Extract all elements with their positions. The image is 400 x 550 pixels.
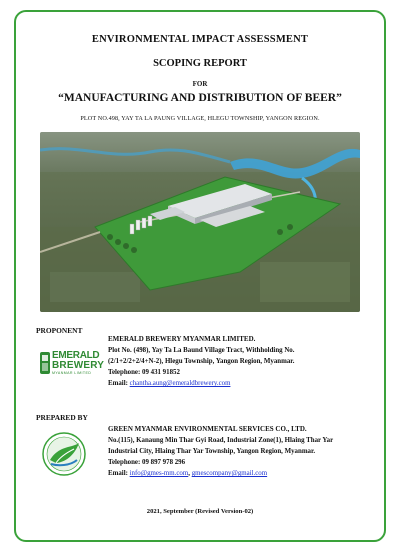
for-label: FOR xyxy=(192,80,208,88)
logo-tagline: MYANMAR LIMITED xyxy=(52,371,92,375)
consultant-email-link-2[interactable]: gmescompany@gmail.com xyxy=(191,470,268,477)
report-title: ENVIRONMENTAL IMPACT ASSESSMENT xyxy=(91,34,309,45)
consultant-address-line2: Industrial City, Hlaing Thar Yar Township, Yangon Region, Myanmar. xyxy=(108,448,316,455)
consultant-address-line1: No.(115), Kanaung Min Thar Gyi Road, Industrial Zone(1), Hlaing Thar Yar xyxy=(108,437,334,444)
prepared-by-details xyxy=(108,424,378,479)
project-title: “MANUFACTURING AND DISTRIBUTION OF BEER” xyxy=(58,92,342,104)
email-label: Email: xyxy=(108,380,128,387)
consultant-telephone: Telephone: 09 897 978 296 xyxy=(108,459,186,466)
email-separator: , xyxy=(188,470,192,477)
proponent-label: PROPONENT xyxy=(36,326,83,335)
report-date: 2021, September (Revised Version-02) xyxy=(146,508,254,515)
proponent-company: EMERALD BREWERY MYANMAR LIMITED. xyxy=(108,335,256,343)
proponent-address-line1: Plot No. (498), Yay Ta La Baund Village Tract, Withholding No. xyxy=(108,347,295,354)
consultant-email-row xyxy=(108,468,378,479)
proponent-email-row xyxy=(108,378,378,389)
consultant-company: GREEN MYANMAR ENVIRONMENTAL SERVICES CO., LTD. xyxy=(108,425,307,433)
project-location: PLOT NO.498, YAY TA LA PAUNG VILLAGE, HLEGU TOWNSHIP, YANGON REGION. xyxy=(80,115,320,122)
prepared-by-label: PREPARED BY xyxy=(36,413,88,422)
email-label: Email: xyxy=(108,470,128,477)
proponent-details xyxy=(108,334,378,389)
consultant-email-link-1[interactable]: info@gmes-mm.com xyxy=(129,470,189,477)
proponent-address-line2: (2/1+2/2+2/4+N-2), Hlegu Township, Yangon Region, Myanmar. xyxy=(108,358,295,365)
site-aerial-image xyxy=(40,132,360,312)
logo-word-brewery: BREWERY xyxy=(52,360,105,371)
proponent-telephone: Telephone: 09 431 91852 xyxy=(108,369,180,376)
emerald-brewery-wordmark xyxy=(52,351,104,376)
report-subtitle: SCOPING REPORT xyxy=(153,58,247,69)
logo-word-emerald: EMERALD xyxy=(52,350,100,361)
gmes-circular-logo-icon xyxy=(42,432,86,476)
proponent-email-link[interactable]: chantha.aung@emeraldbrewery.com xyxy=(129,380,231,387)
